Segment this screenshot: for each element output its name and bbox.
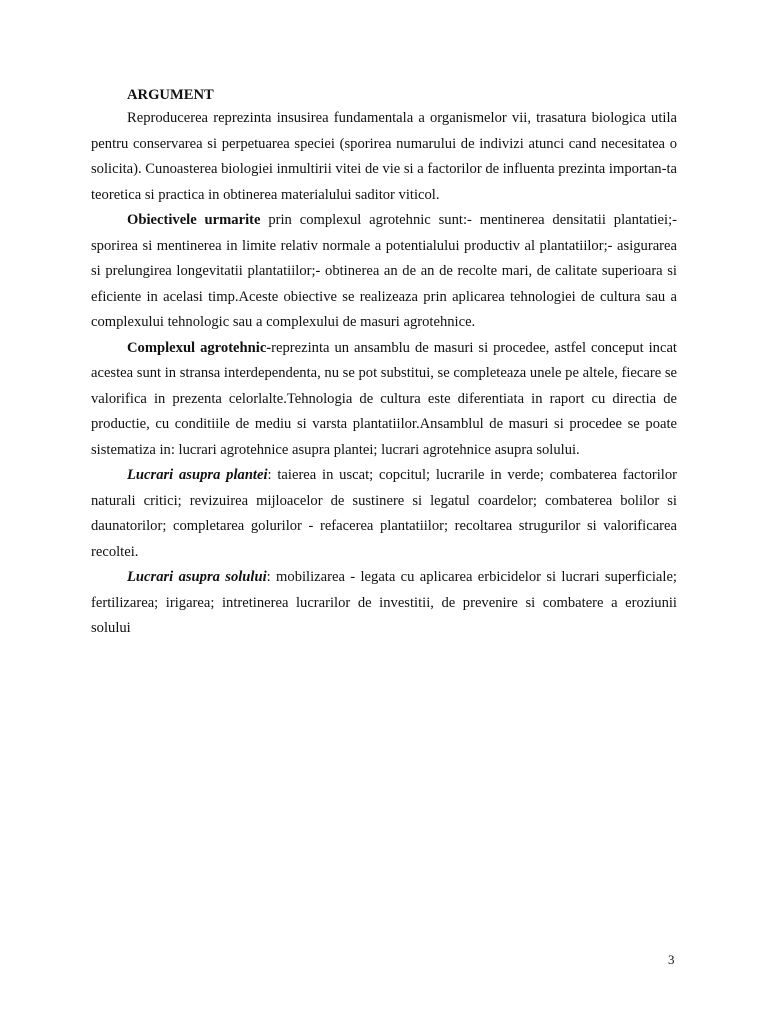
paragraph-soil-works — [91, 565, 677, 642]
document-body — [91, 84, 677, 642]
paragraph-text: reprezinta un ansamblu de masuri si procedee, astfel conceput incat acestea sunt in stransa interdependenta, nu se pot substitui, se completeaza unele pe altele, fiecare se valorifica in prezenta celorlalte.Tehnologia de cultura este diferentiata in raport cu directia de productie, cu conditiile de mediu si varsta plantatiilor.Ansamblul de masuri si procedee se poate sistematiza in: lucrari agrotehnice asupra plantei; lucrari agrotehnice asupra solului. — [91, 339, 677, 458]
paragraph-text: : taierea in uscat; copcitul; lucrarile in verde; combaterea factorilor naturali critici; revizuirea mijloacelor de sustinere si legatul coardelor; combaterea bolilor si daunatorilor; completarea golurilor - refacerea plantatiilor; recoltarea strugurilor si valorificarea recoltei. — [91, 467, 678, 560]
paragraph-complex — [91, 336, 677, 464]
paragraph-lead-bold: Complexul agrotehnic- — [127, 339, 272, 356]
section-heading: ARGUMENT — [127, 87, 214, 103]
paragraph-plant-works — [91, 463, 677, 565]
paragraph-lead-bold: Obiectivele urmarite — [127, 212, 261, 228]
paragraph-text: prin complexul agrotehnic sunt:- mentinerea densitatii plantatiei;- sporirea si mentinerea in limite relativ normale a potentialului productiv al plantatiilor;- asigurarea si prelungirea longevitatii plantatiilor;- obtinerea an de an de recolte mari, de calitate superioara si eficiente in acelasi timp.Aceste obiective se realizeaza prin aplicarea tehnologiei de cultura sau a complexului tehnologic sau a complexului de masuri agrotehnice. — [91, 212, 677, 330]
paragraph-lead-bold-italic: Lucrari asupra solului — [127, 569, 267, 585]
paragraph-lead-bold-italic: Lucrari asupra plantei — [127, 467, 268, 483]
paragraph-text: : mobilizarea - legata cu aplicarea erbicidelor si lucrari superficiale; fertilizarea; irigarea; intretinerea lucrarilor de investitii, de prevenire si combatere a eroziunii solului — [91, 569, 677, 636]
paragraph-objectives — [91, 208, 677, 336]
page-number: 3 — [668, 952, 675, 967]
paragraph-text: Reproducerea reprezinta insusirea fundamentala a organismelor vii, trasatura biologica utila pentru conservarea si perpetuarea speciei (sporirea numarului de indivizi atunci cand necesitatea o solicita). Cunoasterea biologiei inmultirii vitei de vie si a factorilor de influenta prezinta importan-ta teoretica si practica in obtinerea materialului saditor viticol. — [91, 110, 677, 203]
paragraph-intro — [91, 106, 677, 208]
